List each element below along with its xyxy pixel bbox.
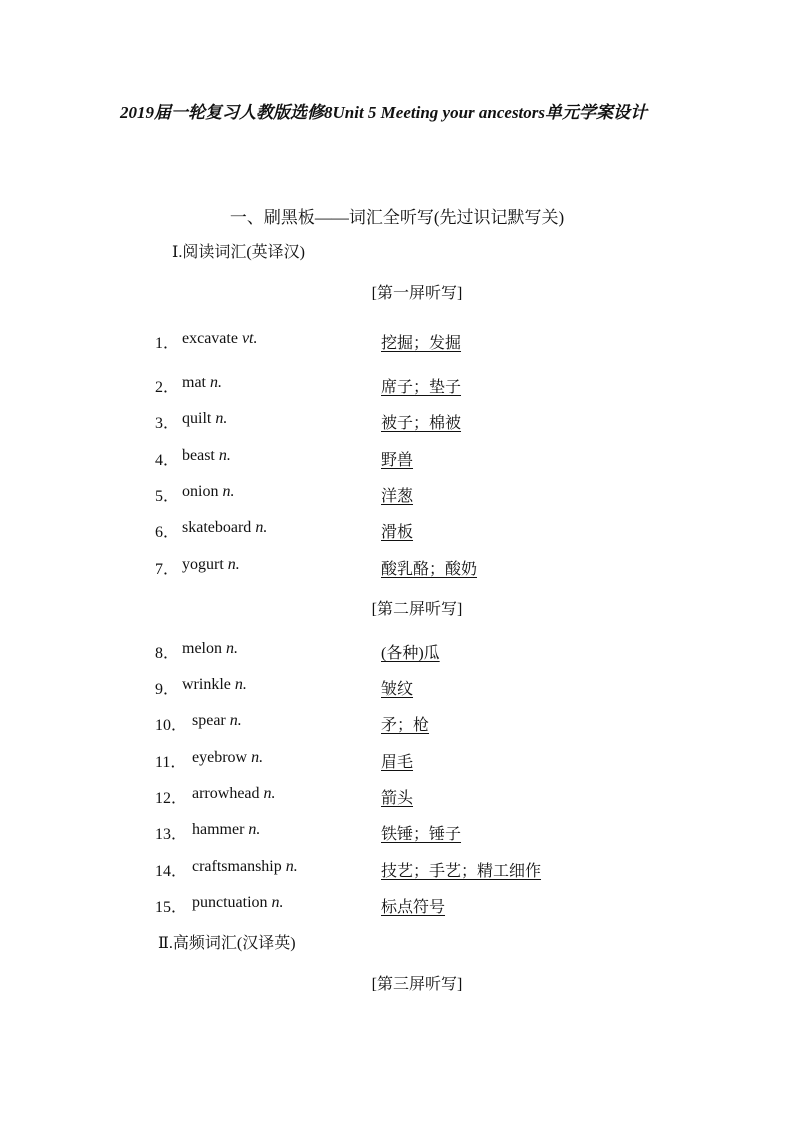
item-pos: n. bbox=[210, 374, 222, 391]
item-word: quilt bbox=[182, 410, 216, 427]
item-meaning: (各种)瓜 bbox=[381, 645, 440, 662]
item-meaning: 挖掘；发掘 bbox=[381, 335, 462, 352]
vocab-row bbox=[155, 519, 755, 543]
vocab-row bbox=[155, 556, 755, 580]
high-frequency-vocab-heading: Ⅱ.高频词汇(汉译英) bbox=[158, 935, 296, 952]
item-number: 9． bbox=[155, 681, 180, 698]
item-meaning: 滑板 bbox=[381, 524, 414, 541]
item-meaning: 铁锤；锤子 bbox=[381, 826, 462, 843]
item-number: 5． bbox=[155, 488, 180, 505]
item-word: craftsmanship bbox=[192, 858, 286, 875]
item-pos: n. bbox=[285, 858, 298, 875]
item-meaning: 席子；垫子 bbox=[381, 379, 462, 396]
screen-label-2: [第二屏听写] bbox=[371, 601, 463, 618]
document-title: 2019届一轮复习人教版选修8Unit 5 Meeting your ancestors单元学案设计 bbox=[120, 103, 648, 122]
item-number: 8． bbox=[155, 645, 180, 662]
item-number: 10． bbox=[155, 717, 188, 734]
vocab-row bbox=[155, 410, 755, 434]
vocab-row bbox=[155, 330, 755, 354]
item-meaning: 矛；枪 bbox=[381, 717, 430, 734]
item-pos: n. bbox=[255, 519, 268, 536]
vocab-row bbox=[155, 712, 755, 736]
item-pos: n. bbox=[248, 821, 261, 838]
vocab-row bbox=[155, 676, 755, 700]
vocab-row bbox=[155, 785, 755, 809]
item-word: arrowhead bbox=[192, 785, 264, 802]
item-number: 13． bbox=[155, 826, 188, 843]
item-meaning: 野兽 bbox=[381, 452, 414, 469]
item-number: 4． bbox=[155, 452, 180, 469]
section-heading: 一、刷黑板——词汇全听写(先过识记默写关) bbox=[229, 208, 565, 227]
item-meaning: 箭头 bbox=[381, 790, 414, 807]
item-pos: n. bbox=[215, 410, 228, 427]
item-number: 15． bbox=[155, 899, 188, 916]
item-pos: n. bbox=[218, 447, 231, 464]
item-word: beast bbox=[182, 447, 219, 464]
item-word: skateboard bbox=[182, 519, 256, 536]
item-pos: n. bbox=[234, 676, 247, 693]
item-word: wrinkle bbox=[182, 676, 235, 693]
item-number: 1． bbox=[155, 335, 180, 352]
vocab-row bbox=[155, 640, 755, 664]
item-number: 3． bbox=[155, 415, 180, 432]
item-word: onion bbox=[182, 483, 223, 500]
screen-label-3: [第三屏听写] bbox=[371, 976, 463, 993]
item-pos: n. bbox=[229, 712, 242, 729]
item-word: eyebrow bbox=[192, 749, 252, 766]
item-word: excavate bbox=[182, 330, 242, 347]
item-word: spear bbox=[192, 712, 230, 729]
item-pos: n. bbox=[271, 894, 284, 911]
item-word: punctuation bbox=[192, 894, 272, 911]
item-pos: n. bbox=[227, 556, 240, 573]
item-word: mat bbox=[182, 374, 210, 391]
vocab-row bbox=[155, 858, 755, 882]
item-word: melon bbox=[182, 640, 226, 657]
item-meaning: 洋葱 bbox=[381, 488, 414, 505]
item-pos: n. bbox=[222, 483, 235, 500]
item-meaning: 标点符号 bbox=[381, 899, 446, 916]
vocab-row bbox=[155, 483, 755, 507]
item-number: 12． bbox=[155, 790, 188, 807]
item-meaning: 技艺；手艺；精工细作 bbox=[381, 863, 542, 880]
vocab-row bbox=[155, 821, 755, 845]
item-pos: n. bbox=[263, 785, 276, 802]
item-number: 7． bbox=[155, 561, 180, 578]
vocab-row bbox=[155, 374, 755, 398]
screen-label-1: [第一屏听写] bbox=[371, 285, 463, 302]
item-pos: n. bbox=[251, 749, 264, 766]
vocab-row bbox=[155, 894, 755, 918]
reading-vocab-heading: Ⅰ.阅读词汇(英译汉) bbox=[172, 244, 305, 261]
vocab-row bbox=[155, 749, 755, 773]
item-pos: n. bbox=[226, 640, 238, 657]
item-meaning: 被子；棉被 bbox=[381, 415, 462, 432]
item-number: 6． bbox=[155, 524, 180, 541]
item-number: 11． bbox=[155, 754, 187, 771]
vocab-row bbox=[155, 447, 755, 471]
item-word: hammer bbox=[192, 821, 249, 838]
item-meaning: 酸乳酪；酸奶 bbox=[381, 561, 478, 578]
item-number: 14． bbox=[155, 863, 188, 880]
item-pos: vt. bbox=[241, 330, 258, 347]
item-word: yogurt bbox=[182, 556, 228, 573]
item-meaning: 皱纹 bbox=[381, 681, 414, 698]
item-meaning: 眉毛 bbox=[381, 754, 414, 771]
item-number: 2． bbox=[155, 379, 180, 396]
